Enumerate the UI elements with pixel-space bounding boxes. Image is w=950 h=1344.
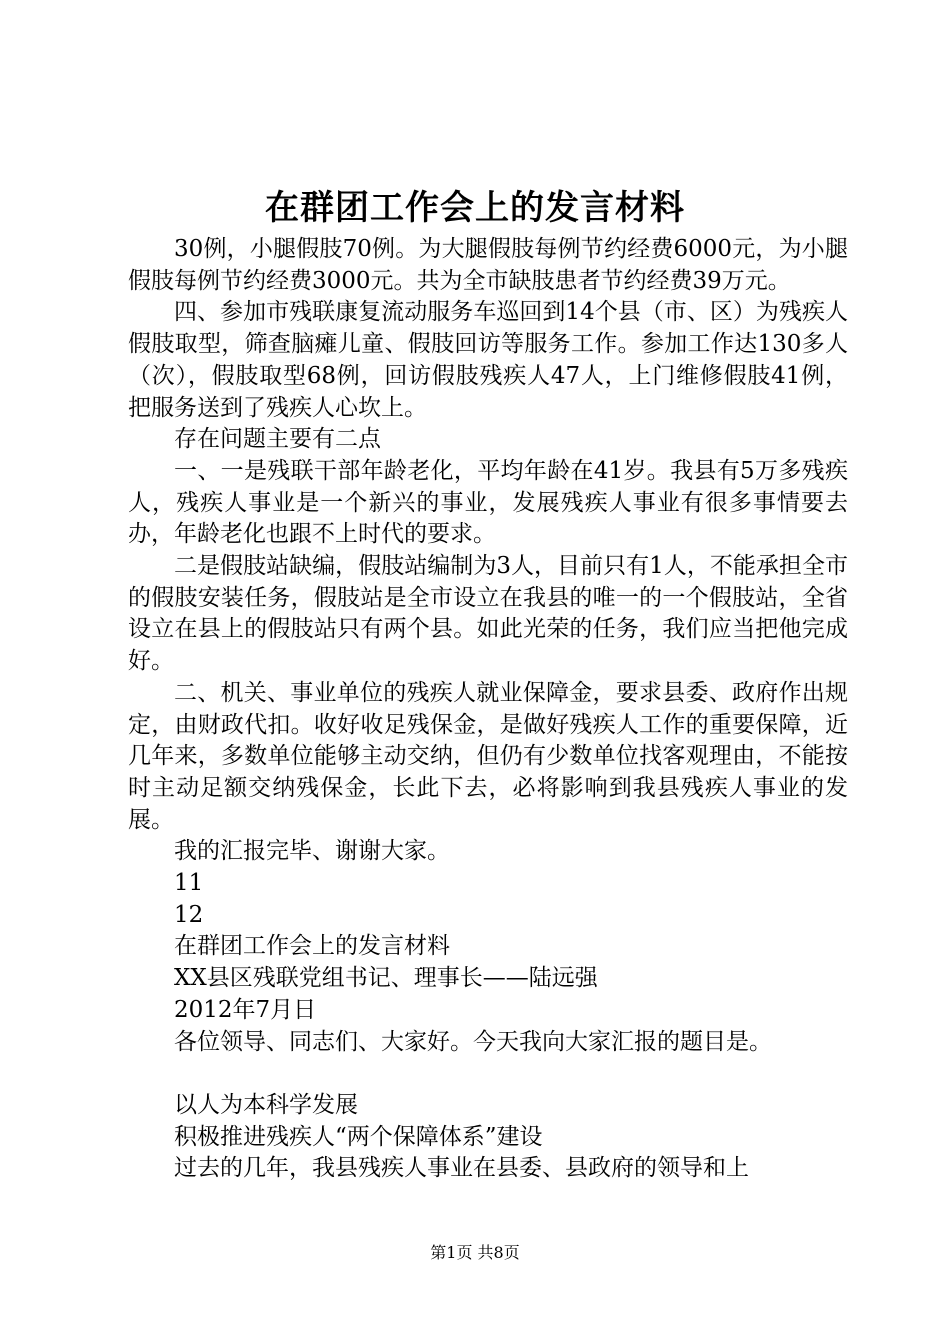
topic-line-2: 积极推进残疾人“两个保障体系”建设 <box>174 1123 543 1150</box>
paragraph-1: 30例，小腿假肢70例。为大腿假肢每例节约经费6000元，为小腿假肢每例节约经费3000元。共为全市缺肢患者节约经费39万元。 <box>128 236 848 294</box>
text-line-2: 12 <box>174 901 204 928</box>
paragraph-7: 我的汇报完毕、谢谢大家。 <box>174 838 450 865</box>
paragraph-3: 存在问题主要有二点 <box>174 426 381 453</box>
text-line-3: 在群团工作会上的发言材料 <box>174 933 450 960</box>
document-title: 在群团工作会上的发言材料 <box>265 188 685 228</box>
text-line-6: 各位领导、同志们、大家好。今天我向大家汇报的题目是。 <box>174 1028 772 1055</box>
topic-line-3: 过去的几年，我县残疾人事业在县委、县政府的领导和上 <box>174 1155 749 1182</box>
text-line-4: XX县区残联党组书记、理事长——陆远强 <box>174 965 598 992</box>
blank-line <box>128 1058 848 1090</box>
page-footer: 第1页 共8页 <box>430 1243 520 1262</box>
text-line-1: 11 <box>174 870 204 897</box>
text-line-5: 2012年7月日 <box>174 996 317 1023</box>
paragraph-4: 一、一是残联干部年龄老化，平均年龄在41岁。我县有5万多残疾人，残疾人事业是一个新兴的事业，发展残疾人事业有很多事情要去办，年龄老化也跟不上时代的要求。 <box>128 457 848 548</box>
paragraph-2: 四、参加市残联康复流动服务车巡回到14个县（市、区）为残疾人假肢取型，筛查脑瘫儿童、假肢回访等服务工作。参加工作达130多人（次），假肢取型68例，回访假肢残疾人47人，上门维修假肢41例，把服务送到了残疾人心坎上。 <box>128 299 848 421</box>
paragraph-6: 二、机关、事业单位的残疾人就业保障金，要求县委、政府作出规定，由财政代扣。收好收足残保金，是做好残疾人工作的重要保障，近几年来，多数单位能够主动交纳，但仍有少数单位找客观理由，不能按时主动足额交纳残保金，长此下去，必将影响到我县残疾人事业的发展。 <box>128 679 848 833</box>
document-body <box>128 234 848 1185</box>
paragraph-5: 二是假肢站缺编，假肢站编制为3人，目前只有1人，不能承担全市的假肢安装任务，假肢站是全市设立在我县的唯一的一个假肢站，全省设立在县上的假肢站只有两个县。如此光荣的任务，我们应当把他完成好。 <box>128 553 848 675</box>
topic-line-1: 以人为本科学发展 <box>174 1091 358 1118</box>
